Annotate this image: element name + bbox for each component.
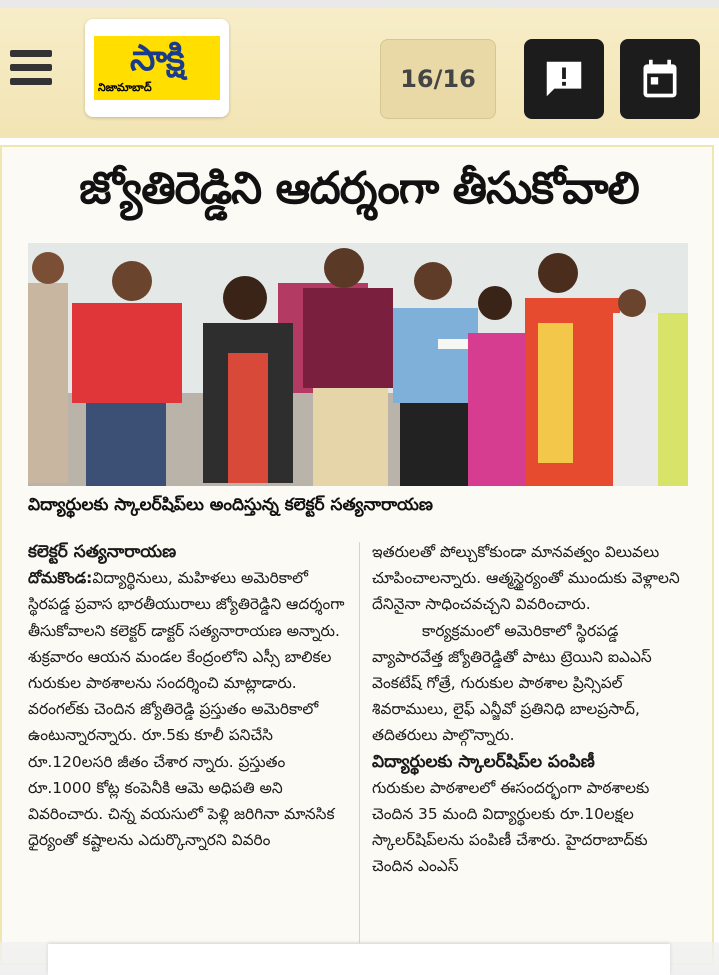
article-column-right — [372, 539, 688, 880]
sakshi-logo[interactable] — [85, 19, 229, 117]
logo-edition: నిజామాబాద్ — [98, 81, 152, 94]
body-para-2: కార్యక్రమంలో అమెరికాలో స్థిరపడ్డ వ్యాపారవేత్త జ్యోతిరెడ్డితో పాటు ట్రెయిని ఐఎఎస్‌ వెంకటేష్‌ గోత్రే, గురుకుల పాఠశాల ప్రిన్సిపల్‌ శివరాములు, లైఫ్‌ ఎన్జీవో ప్రతినిధి బాలప్రసాద్‌, తదితరులు పాల్గొన్నారు. — [372, 621, 652, 745]
bottom-sheet[interactable] — [48, 944, 670, 975]
column-divider — [359, 542, 360, 952]
article-subhead: విద్యార్థులకు స్కాలర్‌షిప్‌ల పంపిణీ — [372, 751, 595, 772]
logo-title: సాక్షి — [130, 38, 184, 79]
calendar-button[interactable] — [620, 39, 700, 119]
page-counter[interactable]: 16/16 — [380, 39, 496, 119]
calendar-icon — [638, 57, 682, 101]
photo-illustration — [28, 243, 688, 486]
body-text-left: విద్యార్థినులు, మహిళలు అమెరికాలో స్థిరపడ్డ ప్రవాస భారతీయురాలు జ్యోతిరెడ్డిని ఆదర్శంగా తీసుకోవాలని కలెక్టర్‌ డాక్టర్‌ సత్యనారాయణ అన్నారు. శుక్రవారం ఆయన మండల కేంద్రంలోని ఎస్సీ బాలికల గురుకుల పాఠశాలను సందర్శించి మాట్లాడారు. వరంగల్‌కు చెందిన జ్యోతిరెడ్డి ప్రస్తుతం అమెరికాలో ఉంటున్నారన్నారు. రూ.5కు కూలీ పనిచేసి రూ.120లసరి జీతం చేశార న్నారు. ప్రస్తుతం రూ.1000 కోట్ల కంపెనీకి ఆమె అధిపతి అని వివరించారు. చిన్న వయసులో పెళ్లి జరిగినా మానసిక ధైర్యంతో కష్టాలను ఎదుర్కొన్నారని వివరిం — [28, 569, 345, 850]
body-para-1: ఇతరులతో పోల్చుకోకుండా మానవత్వం విలువలు చూపించాలన్నారు. ఆత్మస్థైర్యంతో ముందుకు వెళ్లాలని దేనినైనా సాధించవచ్చని వివరించారు. — [372, 543, 680, 614]
body-para-3: గురుకుల పాఠశాలలో ఈసందర్భంగా పాఠశాలకు చెందిన 35 మంది విద్యార్థులకు రూ.10లక్షల స్కాలర్‌షిప్‌లను పంపిణీ చేశారు. హైదరాబాద్‌కు చెందిన ఎంఎస్‌ — [372, 778, 650, 876]
article-headline: జ్యోతిరెడ్డిని ఆదర్శంగా తీసుకోవాలి — [79, 163, 639, 214]
photo-caption: విద్యార్థులకు స్కాలర్‌షిప్‌లు అందిస్తున్న కలెక్టర్‌ సత్యనారాయణ — [28, 495, 433, 515]
report-icon — [541, 56, 587, 102]
logo-badge — [94, 36, 220, 100]
hamburger-menu-icon[interactable] — [10, 50, 52, 86]
article-column-left — [28, 539, 350, 853]
article-dateline: దోమకొండ: — [28, 569, 93, 588]
report-button[interactable] — [524, 39, 604, 119]
newspaper-clipping — [0, 145, 714, 965]
article-body-left — [28, 565, 350, 853]
top-app-bar — [0, 0, 719, 138]
article-photo — [28, 243, 688, 486]
article-byline: కలెక్టర్‌ సత్యనారాయణ — [28, 542, 177, 562]
